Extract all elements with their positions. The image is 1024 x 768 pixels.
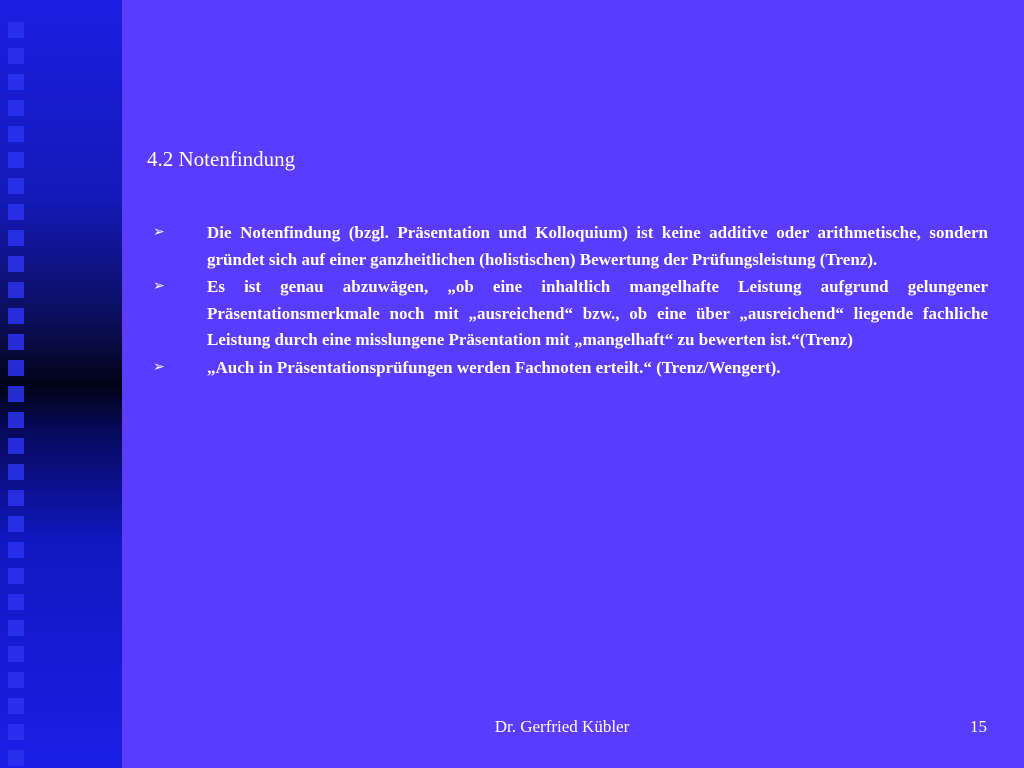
bullet-item — [150, 274, 988, 354]
bullet-item — [150, 220, 988, 273]
arrowhead-bullet-icon: ➢ — [153, 359, 165, 375]
decorative-square — [8, 126, 24, 142]
footer-author: Dr. Gerfried Kübler — [494, 717, 630, 736]
decorative-square — [8, 308, 24, 324]
decorative-square — [8, 204, 24, 220]
bullet-text: „Auch in Präsentationsprüfungen werden Fachnoten erteilt.“ (Trenz/Wengert). — [207, 357, 781, 377]
decorative-square — [8, 412, 24, 428]
decorative-square — [8, 438, 24, 454]
decorative-square — [8, 230, 24, 246]
decorative-square — [8, 542, 24, 558]
decorative-square — [8, 48, 24, 64]
decorative-square — [8, 646, 24, 662]
decorative-square — [8, 152, 24, 168]
decorative-square — [8, 22, 24, 38]
decorative-square — [8, 360, 24, 376]
decorative-square-column — [0, 0, 30, 768]
bullet-text: Die Notenfindung (bzgl. Präsentation und Kolloquium) ist keine additive oder arithmetische, sondern gründet sich auf einer ganzheitlichen (holistischen) Bewertung der Prüfungsleistung (Trenz). — [207, 223, 988, 269]
decorative-square — [8, 464, 24, 480]
decorative-square — [8, 620, 24, 636]
bullet-item — [150, 355, 988, 382]
decorative-square — [8, 74, 24, 90]
page-number: 15 — [970, 717, 987, 736]
decorative-square — [8, 178, 24, 194]
bullet-list — [150, 220, 988, 381]
decorative-square — [8, 334, 24, 350]
arrowhead-bullet-icon: ➢ — [153, 225, 165, 240]
slide-title: 4.2 Notenfindung — [147, 147, 296, 171]
decorative-square — [8, 386, 24, 402]
decorative-square — [8, 750, 24, 766]
decorative-square — [8, 100, 24, 116]
decorative-square — [8, 490, 24, 506]
decorative-square — [8, 516, 24, 532]
decorative-square — [8, 672, 24, 688]
decorative-square — [8, 698, 24, 714]
bullet-text: Es ist genau abzuwägen, „ob eine inhaltlich mangelhafte Leistung aufgrund gelungener Präsentationsmerkmale noch mit „ausreichend“ bzw., ob eine über „ausreichend“ liegende fachliche Leistung durch eine misslungene Präsentation mit „mangelhaft“ zu bewerten ist.“(Trenz) — [207, 277, 988, 349]
decorative-square — [8, 568, 24, 584]
decorative-side-strip — [0, 0, 122, 768]
decorative-square — [8, 282, 24, 298]
arrowhead-bullet-icon: ➢ — [153, 279, 165, 294]
decorative-square — [8, 594, 24, 610]
decorative-square — [8, 256, 24, 272]
